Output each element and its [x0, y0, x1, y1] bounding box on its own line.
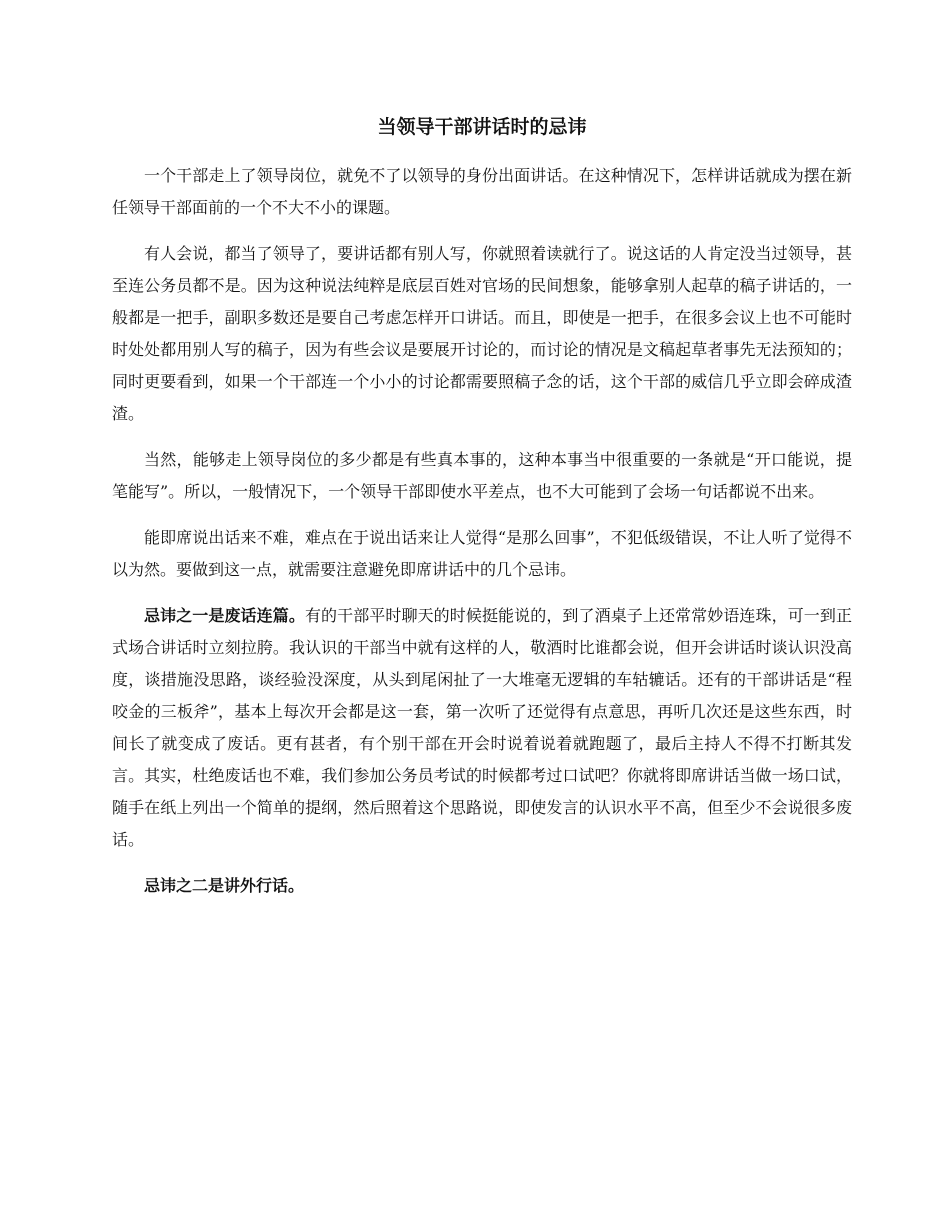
paragraph-3: [112, 444, 852, 508]
paragraph-text: 当然，能够走上领导岗位的多少都是有些真本事的，这种本事当中很重要的一条就是“开口能说，提笔能写”。所以，一般情况下，一个领导干部即使水平差点，也不大可能到了会场一句话都说不出来。: [112, 450, 852, 501]
paragraph-2: [112, 238, 852, 430]
section-heading-taboo-2: 忌讳之二是讲外行话。: [144, 876, 305, 895]
paragraph-text: 能即席说出话来不难，难点在于说出话来让人觉得“是那么回事”，不犯低级错误，不让人听了觉得不以为然。要做到这一点，就需要注意避免即席讲话中的几个忌讳。: [112, 528, 852, 579]
section-heading-taboo-1: 忌讳之一是废话连篇。: [144, 606, 305, 625]
page-title: 当领导干部讲话时的忌讳: [377, 116, 587, 138]
paragraph-1: [112, 160, 852, 224]
paragraph-text: 一个干部走上了领导岗位，就免不了以领导的身份出面讲话。在这种情况下，怎样讲话就成为摆在新任领导干部面前的一个不大不小的课题。: [112, 166, 852, 217]
paragraph-5: [112, 600, 852, 856]
paragraph-text: 有人会说，都当了领导了，要讲话都有别人写，你就照着读就行了。说这话的人肯定没当过领导，甚至连公务员都不是。因为这种说法纯粹是底层百姓对官场的民间想象，能够拿别人起草的稿子讲话的，一般都是一把手，副职多数还是要自己考虑怎样开口讲话。而且，即使是一把手，在很多会议上也不可能时时处处都用别人写的稿子，因为有些会议是要展开讨论的，而讨论的情况是文稿起草者事先无法预知的；同时更要看到，如果一个干部连一个小小的讨论都需要照稿子念的话，这个干部的威信几乎立即会碎成渣渣。: [112, 244, 852, 423]
paragraph-6: [112, 870, 852, 902]
paragraph-text: 有的干部平时聊天的时候挺能说的，到了酒桌子上还常常妙语连珠，可一到正式场合讲话时立刻拉胯。我认识的干部当中就有这样的人，敬酒时比谁都会说，但开会讲话时谈认识没高度，谈措施没思路，谈经验没深度，从头到尾闲扯了一大堆毫无逻辑的车轱辘话。还有的干部讲话是“程咬金的三板斧”，基本上每次开会都是这一套，第一次听了还觉得有点意思，再听几次还是这些东西，时间长了就变成了废话。更有甚者，有个别干部在开会时说着说着就跑题了，最后主持人不得不打断其发言。其实，杜绝废话也不难，我们参加公务员考试的时候都考过口试吧？你就将即席讲话当做一场口试，随手在纸上列出一个简单的提纲，然后照着这个思路说，即使发言的认识水平不高，但至少不会说很多废话。: [112, 606, 852, 849]
paragraph-4: [112, 522, 852, 586]
document-page: [112, 112, 852, 916]
